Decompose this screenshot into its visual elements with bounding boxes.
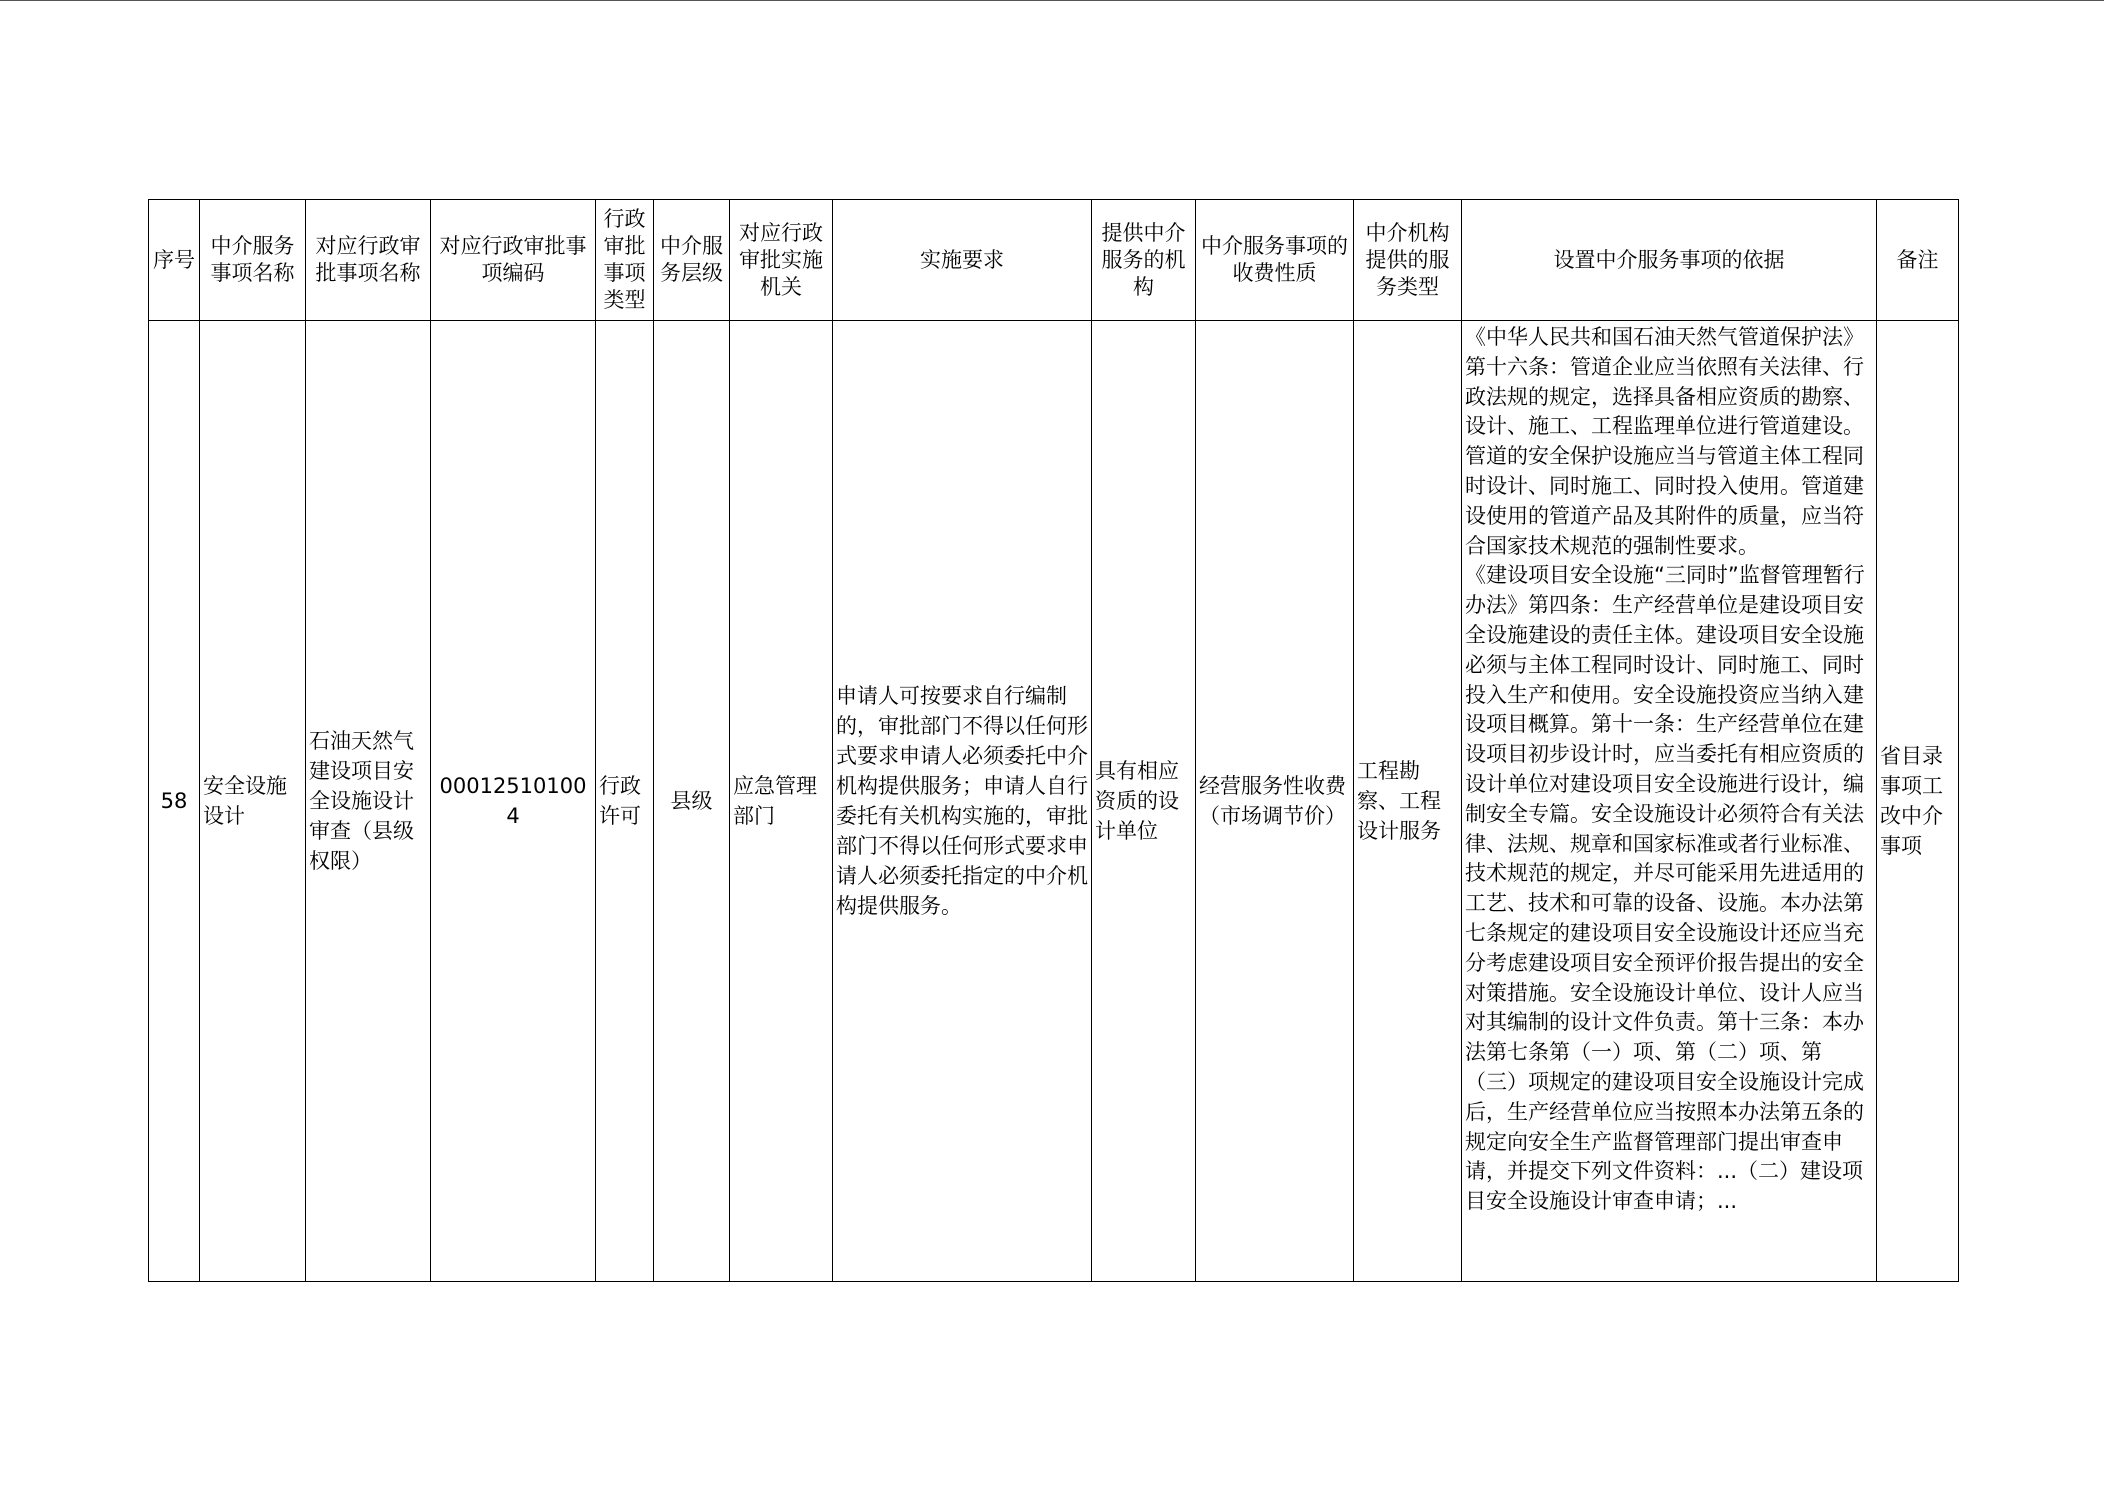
- header-fee-nature: 中介服务事项的收费性质: [1196, 200, 1354, 321]
- cell-fee-nature: 经营服务性收费（市场调节价）: [1196, 321, 1354, 1282]
- header-service-level: 中介服务层级: [654, 200, 730, 321]
- cell-service-type: 工程勘察、工程设计服务: [1354, 321, 1462, 1282]
- cell-approval-type: 行政许可: [596, 321, 654, 1282]
- cell-remarks: 省目录事项工改中介事项: [1877, 321, 1959, 1282]
- cell-approval-code: 000125101004: [431, 321, 596, 1282]
- intermediary-service-table: [148, 199, 1959, 1282]
- basis-paragraph-three-simultaneous: 《建设项目安全设施“三同时”监督管理暂行办法》第四条：生产经营单位是建设项目安全设施建设的责任主体。建设项目安全设施必须与主体工程同时设计、同时施工、同时投入生产和使用。安全设施投资应当纳入建设项目概算。第十一条：生产经营单位在建设项目初步设计时，应当委托有相应资质的设计单位对建设项目安全设施进行设计，编制安全专篇。安全设施设计必须符合有关法律、法规、规章和国家标准或者行业标准、技术规范的规定，并尽可能采用先进适用的工艺、技术和可靠的设备、设施。本办法第七条规定的建设项目安全设施设计还应当充分考虑建设项目安全预评价报告提出的安全对策措施。安全设施设计单位、设计人应当对其编制的设计文件负责。第十三条：本办法第七条第（一）项、第（二）项、第（三）项规定的建设项目安全设施设计完成后，生产经营单位应当按照本办法第五条的规定向安全生产监督管理部门提出审查申请，并提交下列文件资料：...（二）建设项目安全设施设计审查申请；...: [1465, 563, 1865, 1214]
- cell-service-level: 县级: [654, 321, 730, 1282]
- basis-paragraph-pipeline-law: 《中华人民共和国石油天然气管道保护法》第十六条：管道企业应当依照有关法律、行政法规的规定，选择具备相应资质的勘察、设计、施工、工程监理单位进行管道建设。管道的安全保护设施应当与管道主体工程同时设计、同时施工、同时投入使用。管道建设使用的管道产品及其附件的质量，应当符合国家技术规范的强制性要求。: [1465, 325, 1864, 558]
- table-row: [149, 321, 1959, 1282]
- cell-seq: 58: [149, 321, 200, 1282]
- cell-approval-agency: 应急管理部门: [730, 321, 833, 1282]
- header-approval-code: 对应行政审批事项编码: [431, 200, 596, 321]
- header-approval-type: 行政审批事项类型: [596, 200, 654, 321]
- header-requirements: 实施要求: [833, 200, 1092, 321]
- header-provider: 提供中介服务的机构: [1092, 200, 1196, 321]
- header-row: [149, 200, 1959, 321]
- cell-provider: 具有相应资质的设计单位: [1092, 321, 1196, 1282]
- cell-service-name: 安全设施设计: [200, 321, 306, 1282]
- header-approval-agency: 对应行政审批实施机关: [730, 200, 833, 321]
- header-service-type: 中介机构提供的服务类型: [1354, 200, 1462, 321]
- header-seq: 序号: [149, 200, 200, 321]
- header-approval-name: 对应行政审批事项名称: [306, 200, 431, 321]
- cell-basis: [1462, 321, 1877, 1282]
- header-remarks: 备注: [1877, 200, 1959, 321]
- header-basis: 设置中介服务事项的依据: [1462, 200, 1877, 321]
- cell-approval-name: 石油天然气建设项目安全设施设计审查（县级权限）: [306, 321, 431, 1282]
- header-service-name: 中介服务事项名称: [200, 200, 306, 321]
- cell-requirements: 申请人可按要求自行编制的，审批部门不得以任何形式要求申请人必须委托中介机构提供服务；申请人自行委托有关机构实施的，审批部门不得以任何形式要求申请人必须委托指定的中介机构提供服务。: [833, 321, 1092, 1282]
